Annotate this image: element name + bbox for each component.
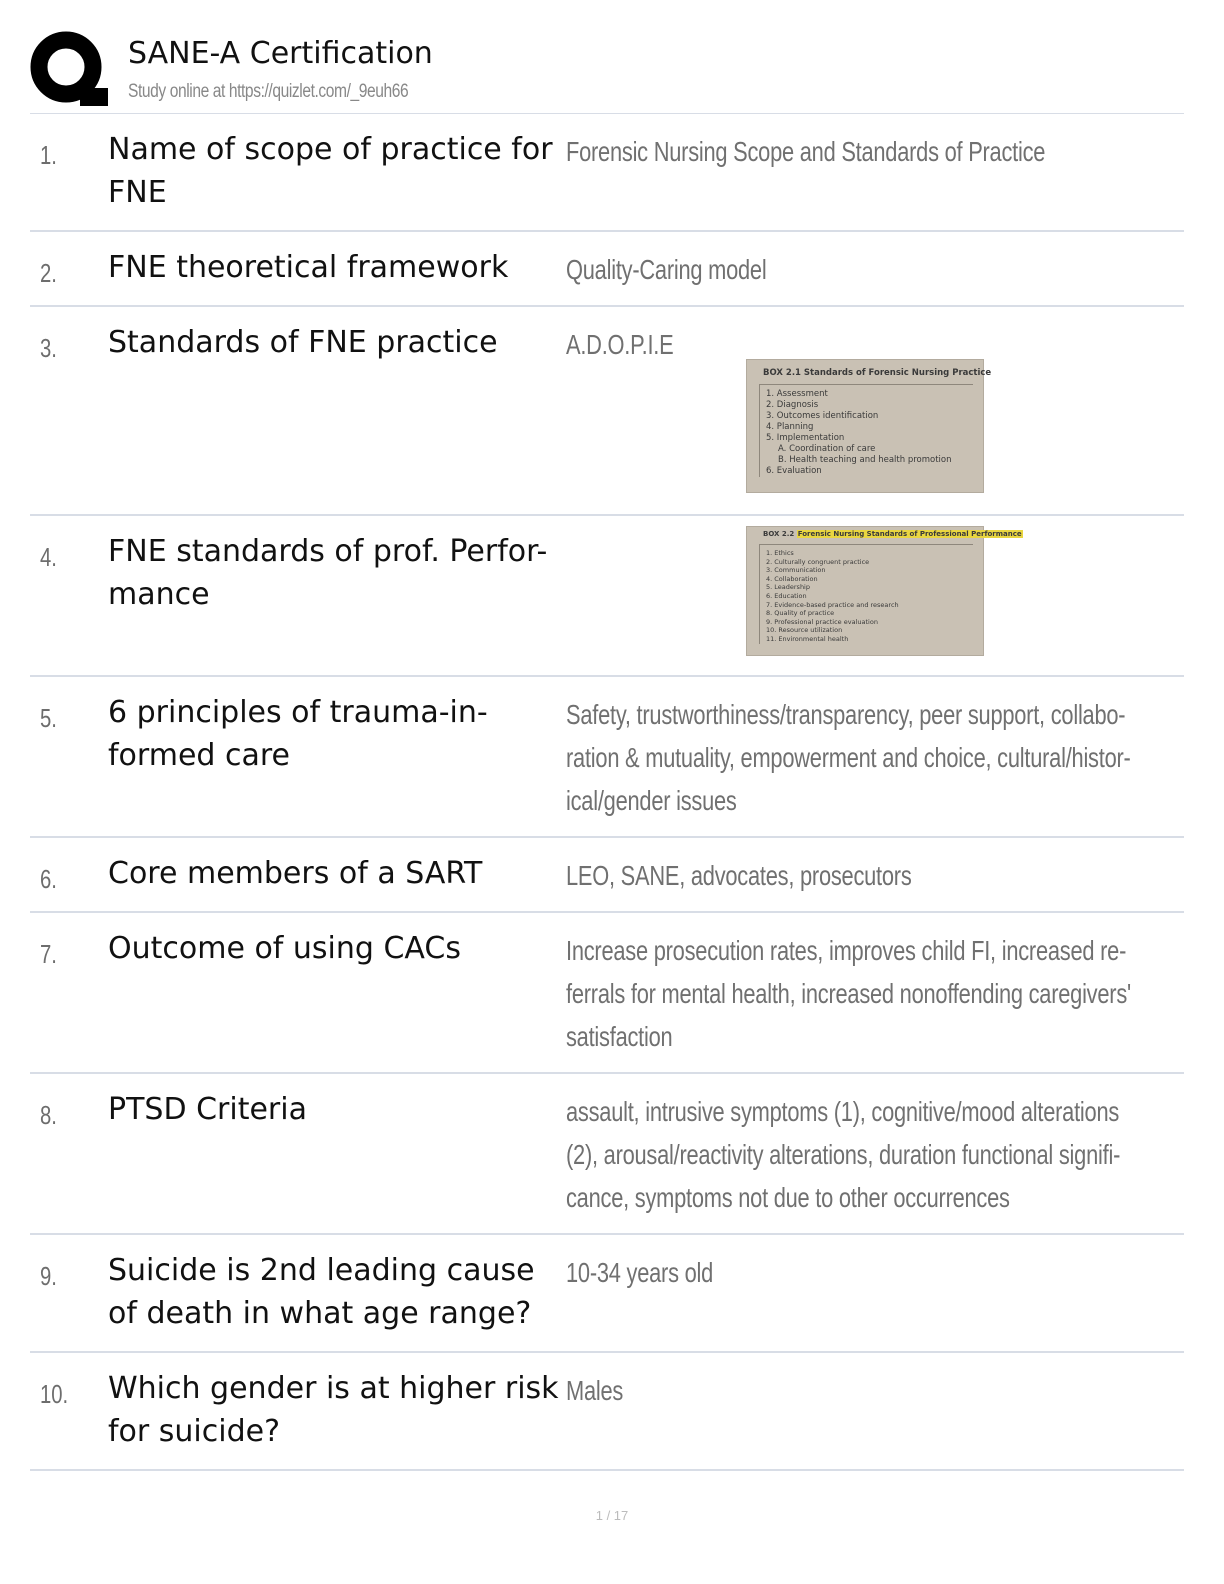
card-term: FNE standards of prof. Perfor-mance — [108, 534, 548, 612]
card-definition: Quality-Caring model — [566, 254, 767, 285]
image-list-item: 9. Professional practice evaluation — [766, 617, 878, 626]
image-list-item: 3. Outcomes identification — [766, 411, 879, 421]
flashcard-row — [30, 516, 1184, 677]
card-term: Which gender is at higher risk for suicide? — [108, 1371, 559, 1449]
image-list-item: 5. Implementation — [766, 433, 845, 443]
image-list-item: 2. Culturally congruent practice — [766, 557, 870, 566]
card-number: 6. — [40, 864, 57, 894]
card-definition: Males — [566, 1375, 624, 1406]
image-list-item: 1. Assessment — [766, 389, 828, 399]
image-list-item: 7. Evidence-based practice and research — [766, 600, 899, 609]
image-list-item: B. Health teaching and health promotion — [778, 455, 952, 465]
flashcard-row — [30, 1235, 1184, 1353]
image-caption-prefix: BOX 2.2 — [763, 530, 795, 538]
flashcard-row — [30, 677, 1184, 838]
card-term: Name of scope of practice for FNE — [108, 132, 553, 210]
card-definition: A.D.O.P.I.E — [566, 329, 674, 360]
image-caption — [747, 527, 1022, 538]
card-number: 7. — [40, 939, 57, 969]
document-title: SANE-A Certification — [128, 36, 433, 71]
page-number: 1 / 17 — [595, 1508, 629, 1523]
card-term: 6 principles of trauma-in-formed care — [108, 695, 488, 773]
card-number: 10. — [40, 1379, 69, 1409]
card-number: 1. — [40, 140, 57, 170]
card-definition: assault, intrusive symptoms (1), cognitive/mood alterations (2), arousal/reactivity alterations, duration functional signifi-cance, symptoms not due to other occurrences — [566, 1096, 1121, 1213]
card-definition: Safety, trustworthiness/transparency, peer support, collabo-ration & mutuality, empowerment and choice, cultural/histor-ical/gender issues — [566, 699, 1131, 816]
image-list-item: 3. Communication — [766, 566, 826, 575]
card-term: FNE theoretical framework — [108, 250, 509, 285]
study-online-link[interactable]: Study online at https://quizlet.com/_9euh66 — [128, 81, 409, 102]
card-number: 9. — [40, 1261, 57, 1291]
flashcard-row — [30, 913, 1184, 1074]
image-list-item: 6. Education — [766, 591, 807, 600]
image-list — [759, 384, 973, 477]
document-header — [30, 30, 1184, 114]
standards-practice-image — [746, 359, 992, 493]
card-number: 3. — [40, 333, 57, 363]
flashcard-list — [30, 114, 1184, 1471]
card-number: 2. — [40, 258, 57, 288]
card-definition: Forensic Nursing Scope and Standards of Practice — [566, 136, 1046, 167]
image-list-item: 11. Environmental health — [766, 634, 849, 643]
flashcard-row — [30, 1353, 1184, 1471]
image-list-item: A. Coordination of care — [778, 444, 876, 454]
flashcard-row — [30, 114, 1184, 232]
image-list-item: 5. Leadership — [766, 583, 810, 592]
professional-performance-image — [746, 526, 1022, 656]
flashcard-row — [30, 1074, 1184, 1235]
image-list-item: 1. Ethics — [766, 549, 794, 557]
card-term: PTSD Criteria — [108, 1092, 307, 1127]
flashcard-row — [30, 307, 1184, 516]
card-number: 4. — [40, 542, 57, 572]
flashcard-row — [30, 838, 1184, 913]
card-definition: LEO, SANE, advocates, prosecutors — [566, 860, 912, 891]
quizlet-logo-icon — [30, 30, 108, 108]
image-list-item: 6. Evaluation — [766, 466, 822, 476]
image-caption-title: Forensic Nursing Standards of Professional Performance — [797, 530, 1022, 538]
image-list-item: 4. Planning — [766, 422, 814, 432]
card-definition: 10-34 years old — [566, 1257, 714, 1288]
image-list — [759, 544, 973, 644]
flashcard-row — [30, 232, 1184, 307]
card-term: Standards of FNE practice — [108, 325, 498, 360]
card-term: Outcome of using CACs — [108, 931, 461, 966]
image-list-item: 10. Resource utilization — [766, 626, 843, 635]
image-list-item: 8. Quality of practice — [766, 609, 835, 618]
card-number: 8. — [40, 1100, 57, 1130]
card-definition: Increase prosecution rates, improves child FI, increased re-ferrals for mental health, increased nonoffending caregivers' satisfaction — [566, 935, 1131, 1052]
card-term: Suicide is 2nd leading cause of death in what age range? — [108, 1253, 535, 1331]
card-term: Core members of a SART — [108, 856, 483, 891]
image-list-item: 4. Collaboration — [766, 574, 818, 583]
card-number: 5. — [40, 703, 57, 733]
image-caption: BOX 2.1 Standards of Forensic Nursing Practice — [763, 368, 992, 378]
image-list-item: 2. Diagnosis — [766, 400, 819, 410]
